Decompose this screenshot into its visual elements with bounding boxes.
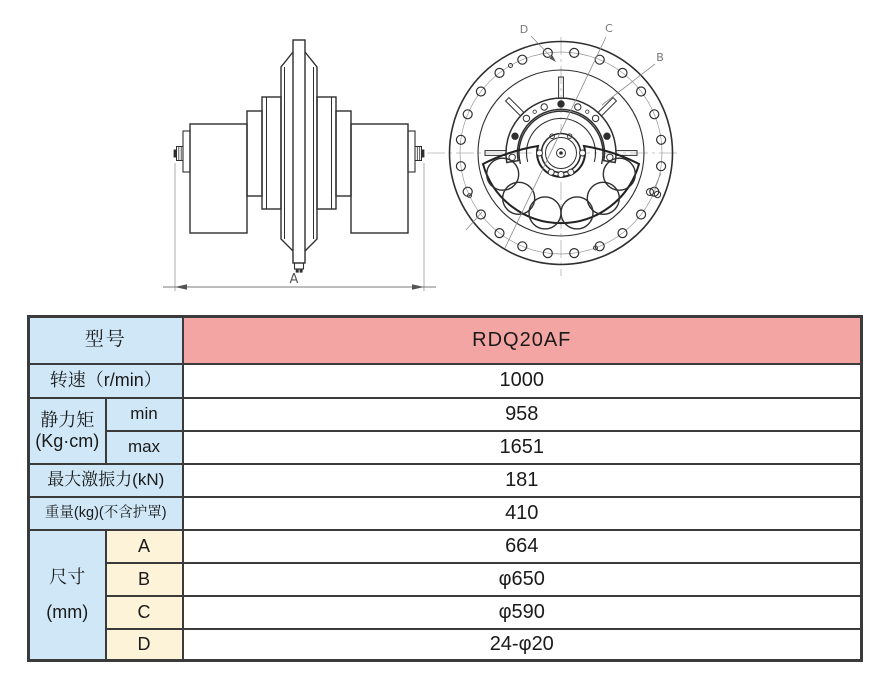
static-moment-label: 静力矩 (Kg·cm)	[29, 398, 106, 464]
technical-drawings	[0, 0, 890, 312]
dim-value-d: 24-φ20	[183, 629, 862, 661]
dim-value-c: φ590	[183, 596, 862, 629]
static-moment-max-label: max	[106, 431, 183, 464]
front-view-label-c: C	[605, 22, 613, 35]
max-force-label: 最大激振力(kN)	[29, 464, 183, 497]
table-row-speed	[29, 364, 862, 398]
dim-key-c: C	[106, 596, 183, 629]
dimension-a	[163, 163, 436, 291]
table-row-dim-d	[29, 629, 862, 661]
max-force-value: 181	[183, 464, 862, 497]
weight-value: 410	[183, 497, 862, 530]
front-view-drawing	[427, 22, 679, 276]
model-label: 型号	[29, 317, 183, 364]
static-moment-min-value: 958	[183, 398, 862, 431]
front-view-label-b: B	[656, 51, 664, 64]
table-row-weight	[29, 497, 862, 530]
specification-table	[27, 315, 863, 662]
dim-value-a: 664	[183, 530, 862, 563]
model-value: RDQ20AF	[183, 317, 862, 364]
table-row-static-moment-max	[29, 431, 862, 464]
table-row-dim-b	[29, 563, 862, 596]
dimensions-label: 尺寸 (mm)	[29, 530, 106, 661]
weight-label: 重量(kg)(不含护罩)	[29, 497, 183, 530]
speed-label: 转速（r/min）	[29, 364, 183, 398]
static-moment-max-value: 1651	[183, 431, 862, 464]
front-view-label-d: D	[519, 23, 529, 36]
dim-value-b: φ650	[183, 563, 862, 596]
speed-value: 1000	[183, 364, 862, 398]
dim-key-d: D	[106, 629, 183, 661]
static-moment-min-label: min	[106, 398, 183, 431]
table-row-dim-a	[29, 530, 862, 563]
table-row-model	[29, 317, 862, 364]
table-row-max-force	[29, 464, 862, 497]
dim-key-b: B	[106, 563, 183, 596]
dim-a-label: A	[289, 272, 299, 287]
table-row-dim-c	[29, 596, 862, 629]
side-view-drawing	[174, 40, 425, 273]
table-row-static-moment-min	[29, 398, 862, 431]
dim-key-a: A	[106, 530, 183, 563]
